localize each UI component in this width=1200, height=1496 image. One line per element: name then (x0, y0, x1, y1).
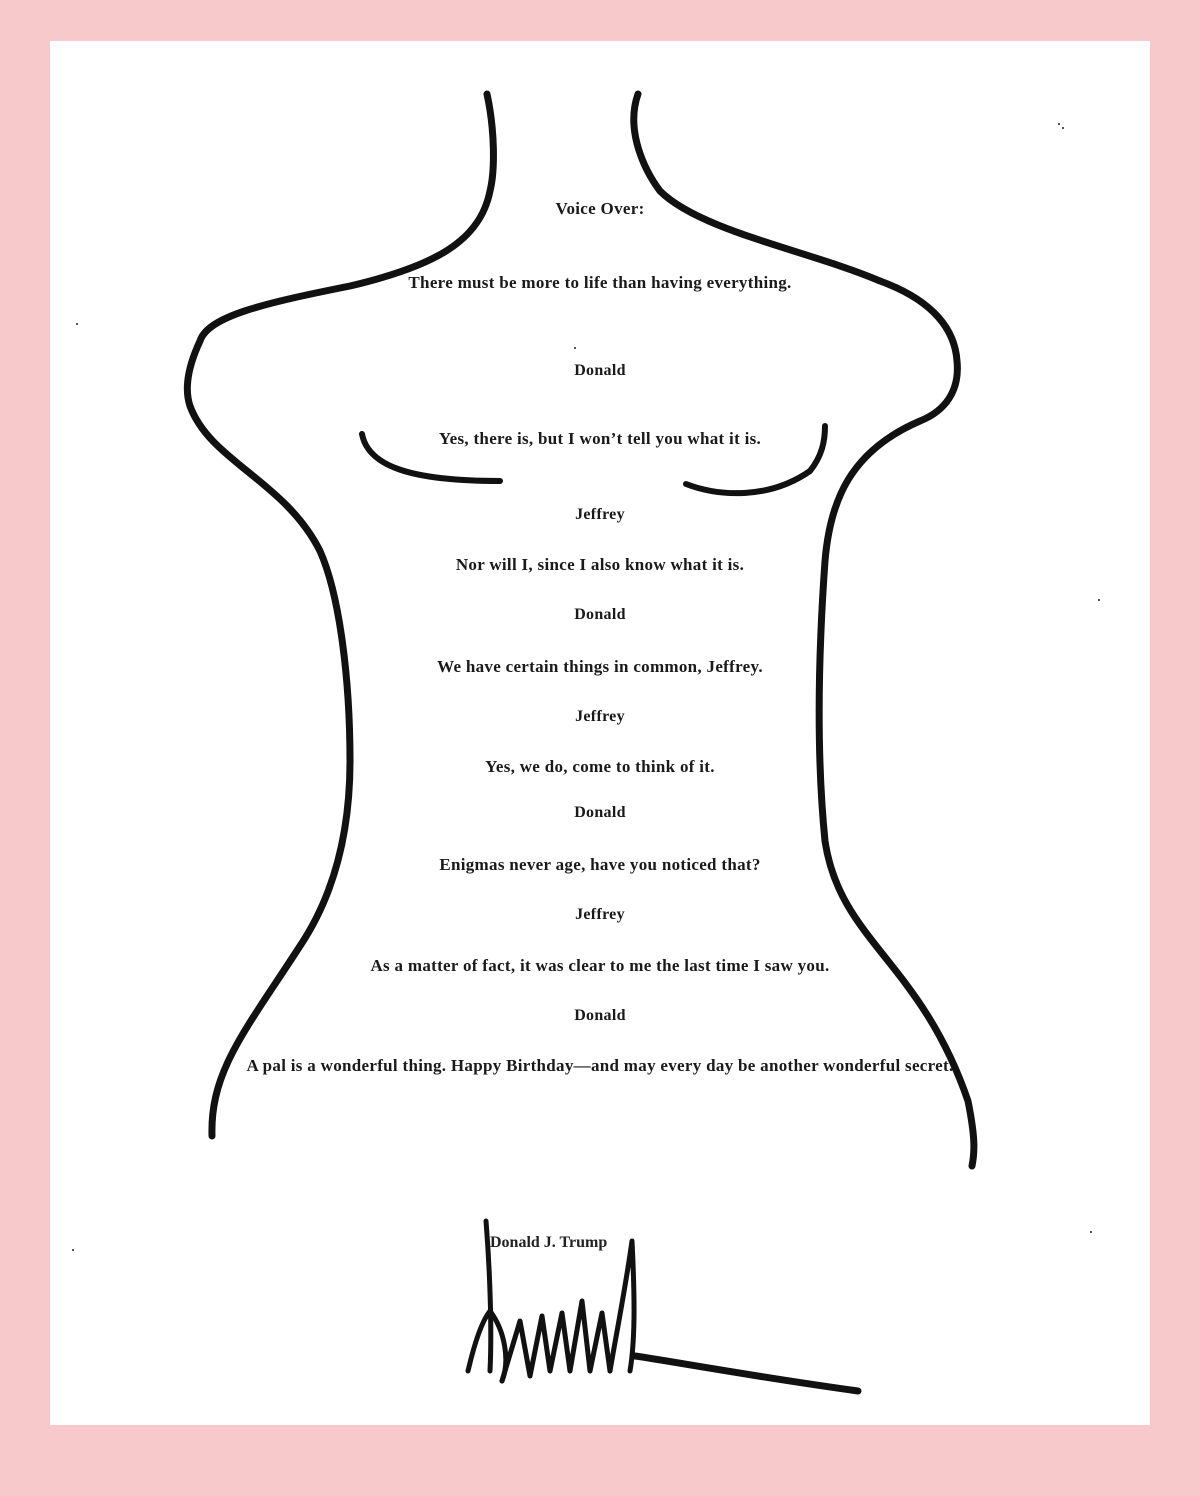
speaker-name: Donald (574, 362, 626, 379)
speaker-name: Jeffrey (575, 506, 625, 523)
script-line: As a matter of fact, it was clear to me the last time I saw you. (370, 956, 830, 975)
script-line: There must be more to life than having everything. (408, 273, 792, 292)
speaker-name: Donald (574, 804, 626, 821)
speaker-name: Jeffrey (575, 906, 625, 923)
script-line: Yes, there is, but I won’t tell you what it is. (438, 429, 762, 448)
voice-over-heading: Voice Over: (555, 199, 645, 218)
speaker-name: Donald (574, 1007, 626, 1024)
script-line: Enigmas never age, have you noticed that? (439, 855, 761, 874)
script-line: Nor will I, since I also know what it is. (455, 555, 745, 574)
speaker-name: Donald (574, 606, 626, 623)
printed-signature-name: Donald J. Trump (490, 1234, 608, 1251)
speaker-name: Jeffrey (575, 708, 625, 725)
body-outline-drawing (50, 41, 1150, 1425)
script-line: Yes, we do, come to think of it. (485, 757, 715, 776)
script-line: We have certain things in common, Jeffrey. (437, 657, 763, 676)
letter-sheet (50, 41, 1150, 1425)
closing-line: A pal is a wonderful thing. Happy Birthday—and may every day be another wonderful secret. (246, 1056, 954, 1075)
